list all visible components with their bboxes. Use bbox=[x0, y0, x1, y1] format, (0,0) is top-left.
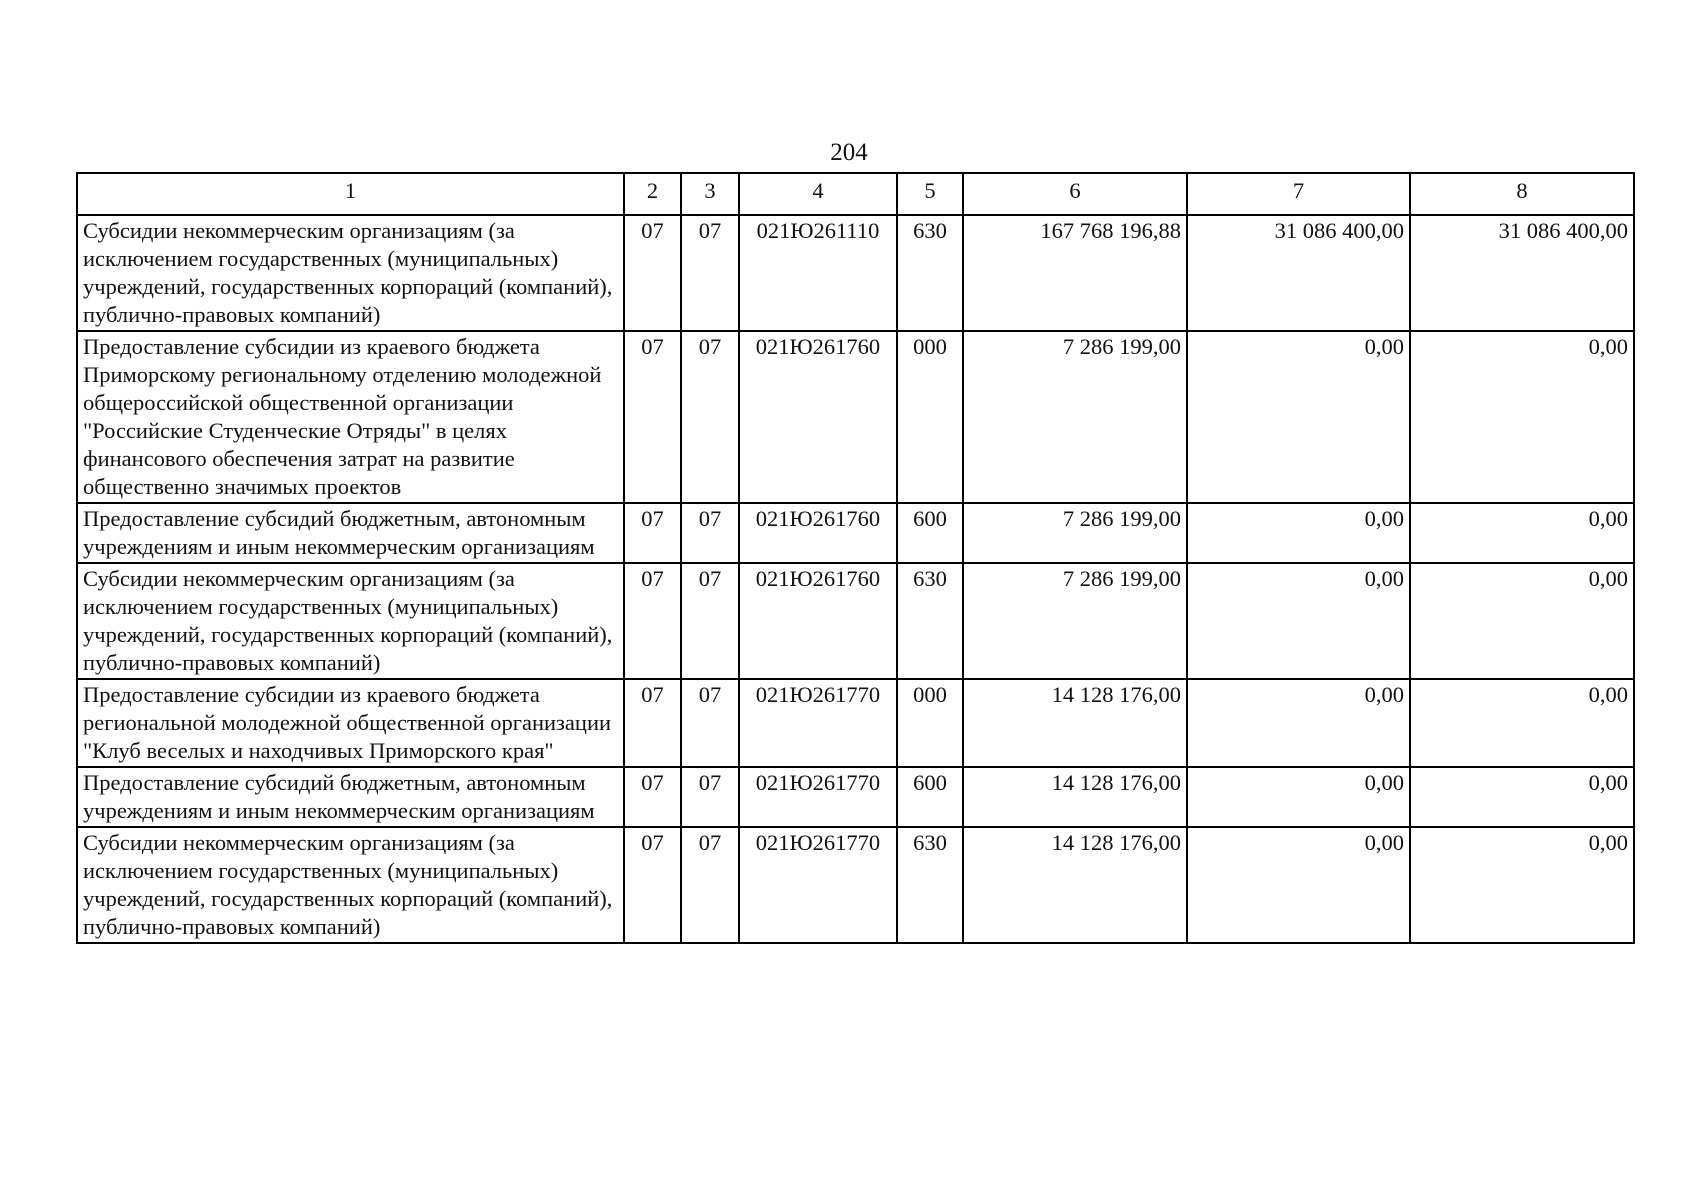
target-article-code: 021Ю261770 bbox=[739, 767, 897, 827]
amount-col-8: 31 086 400,00 bbox=[1410, 215, 1634, 331]
header-row bbox=[77, 173, 1634, 215]
subsection-code: 07 bbox=[681, 679, 739, 767]
amount-col-6: 167 768 196,88 bbox=[963, 215, 1187, 331]
target-article-code: 021Ю261760 bbox=[739, 331, 897, 503]
expense-type-code: 000 bbox=[897, 331, 963, 503]
amount-col-8: 0,00 bbox=[1410, 563, 1634, 679]
amount-col-7: 0,00 bbox=[1187, 563, 1410, 679]
amount-col-7: 0,00 bbox=[1187, 827, 1410, 943]
table-row bbox=[77, 215, 1634, 331]
section-code: 07 bbox=[624, 827, 681, 943]
column-header: 3 bbox=[681, 173, 739, 215]
item-name: Субсидии некоммерческим организациям (за исключением государственных (муниципальных) учреждений, государственных корпораций (компаний), публично-правовых компаний) bbox=[77, 215, 624, 331]
column-header: 1 bbox=[77, 173, 624, 215]
amount-col-6: 14 128 176,00 bbox=[963, 767, 1187, 827]
amount-col-6: 14 128 176,00 bbox=[963, 679, 1187, 767]
expense-type-code: 630 bbox=[897, 215, 963, 331]
expense-type-code: 600 bbox=[897, 503, 963, 563]
amount-col-7: 0,00 bbox=[1187, 679, 1410, 767]
item-name: Предоставление субсидии из краевого бюджета Приморскому региональному отделению молодежной общероссийской общественной организации "Российские Студенческие Отряды" в целях финансового обеспечения затрат на развитие общественно значимых проектов bbox=[77, 331, 624, 503]
item-name: Предоставление субсидий бюджетным, автономным учреждениям и иным некоммерческим организациям bbox=[77, 767, 624, 827]
expense-type-code: 600 bbox=[897, 767, 963, 827]
column-header: 2 bbox=[624, 173, 681, 215]
table-row bbox=[77, 563, 1634, 679]
section-code: 07 bbox=[624, 331, 681, 503]
target-article-code: 021Ю261770 bbox=[739, 827, 897, 943]
amount-col-6: 14 128 176,00 bbox=[963, 827, 1187, 943]
subsection-code: 07 bbox=[681, 331, 739, 503]
amount-col-7: 31 086 400,00 bbox=[1187, 215, 1410, 331]
column-header: 4 bbox=[739, 173, 897, 215]
amount-col-6: 7 286 199,00 bbox=[963, 331, 1187, 503]
amount-col-8: 0,00 bbox=[1410, 503, 1634, 563]
amount-col-8: 0,00 bbox=[1410, 767, 1634, 827]
section-code: 07 bbox=[624, 503, 681, 563]
table-row bbox=[77, 827, 1634, 943]
item-name: Субсидии некоммерческим организациям (за исключением государственных (муниципальных) учреждений, государственных корпораций (компаний), публично-правовых компаний) bbox=[77, 563, 624, 679]
section-code: 07 bbox=[624, 767, 681, 827]
section-code: 07 bbox=[624, 563, 681, 679]
subsection-code: 07 bbox=[681, 827, 739, 943]
target-article-code: 021Ю261770 bbox=[739, 679, 897, 767]
amount-col-6: 7 286 199,00 bbox=[963, 563, 1187, 679]
item-name: Предоставление субсидий бюджетным, автономным учреждениям и иным некоммерческим организациям bbox=[77, 503, 624, 563]
table-row bbox=[77, 331, 1634, 503]
amount-col-6: 7 286 199,00 bbox=[963, 503, 1187, 563]
section-code: 07 bbox=[624, 679, 681, 767]
amount-col-8: 0,00 bbox=[1410, 331, 1634, 503]
subsection-code: 07 bbox=[681, 767, 739, 827]
subsection-code: 07 bbox=[681, 503, 739, 563]
amount-col-8: 0,00 bbox=[1410, 679, 1634, 767]
expense-type-code: 630 bbox=[897, 827, 963, 943]
column-header: 6 bbox=[963, 173, 1187, 215]
column-header: 5 bbox=[897, 173, 963, 215]
expense-type-code: 000 bbox=[897, 679, 963, 767]
table-row bbox=[77, 679, 1634, 767]
target-article-code: 021Ю261760 bbox=[739, 503, 897, 563]
subsection-code: 07 bbox=[681, 215, 739, 331]
page-number: 204 bbox=[830, 139, 868, 166]
subsection-code: 07 bbox=[681, 563, 739, 679]
target-article-code: 021Ю261110 bbox=[739, 215, 897, 331]
table-row bbox=[77, 503, 1634, 563]
amount-col-7: 0,00 bbox=[1187, 331, 1410, 503]
amount-col-8: 0,00 bbox=[1410, 827, 1634, 943]
amount-col-7: 0,00 bbox=[1187, 503, 1410, 563]
budget-table bbox=[76, 172, 1635, 944]
column-header: 8 bbox=[1410, 173, 1634, 215]
column-header: 7 bbox=[1187, 173, 1410, 215]
item-name: Субсидии некоммерческим организациям (за исключением государственных (муниципальных) учреждений, государственных корпораций (компаний), публично-правовых компаний) bbox=[77, 827, 624, 943]
item-name: Предоставление субсидии из краевого бюджета региональной молодежной общественной организации "Клуб веселых и находчивых Приморского края" bbox=[77, 679, 624, 767]
target-article-code: 021Ю261760 bbox=[739, 563, 897, 679]
expense-type-code: 630 bbox=[897, 563, 963, 679]
amount-col-7: 0,00 bbox=[1187, 767, 1410, 827]
table-row bbox=[77, 767, 1634, 827]
section-code: 07 bbox=[624, 215, 681, 331]
